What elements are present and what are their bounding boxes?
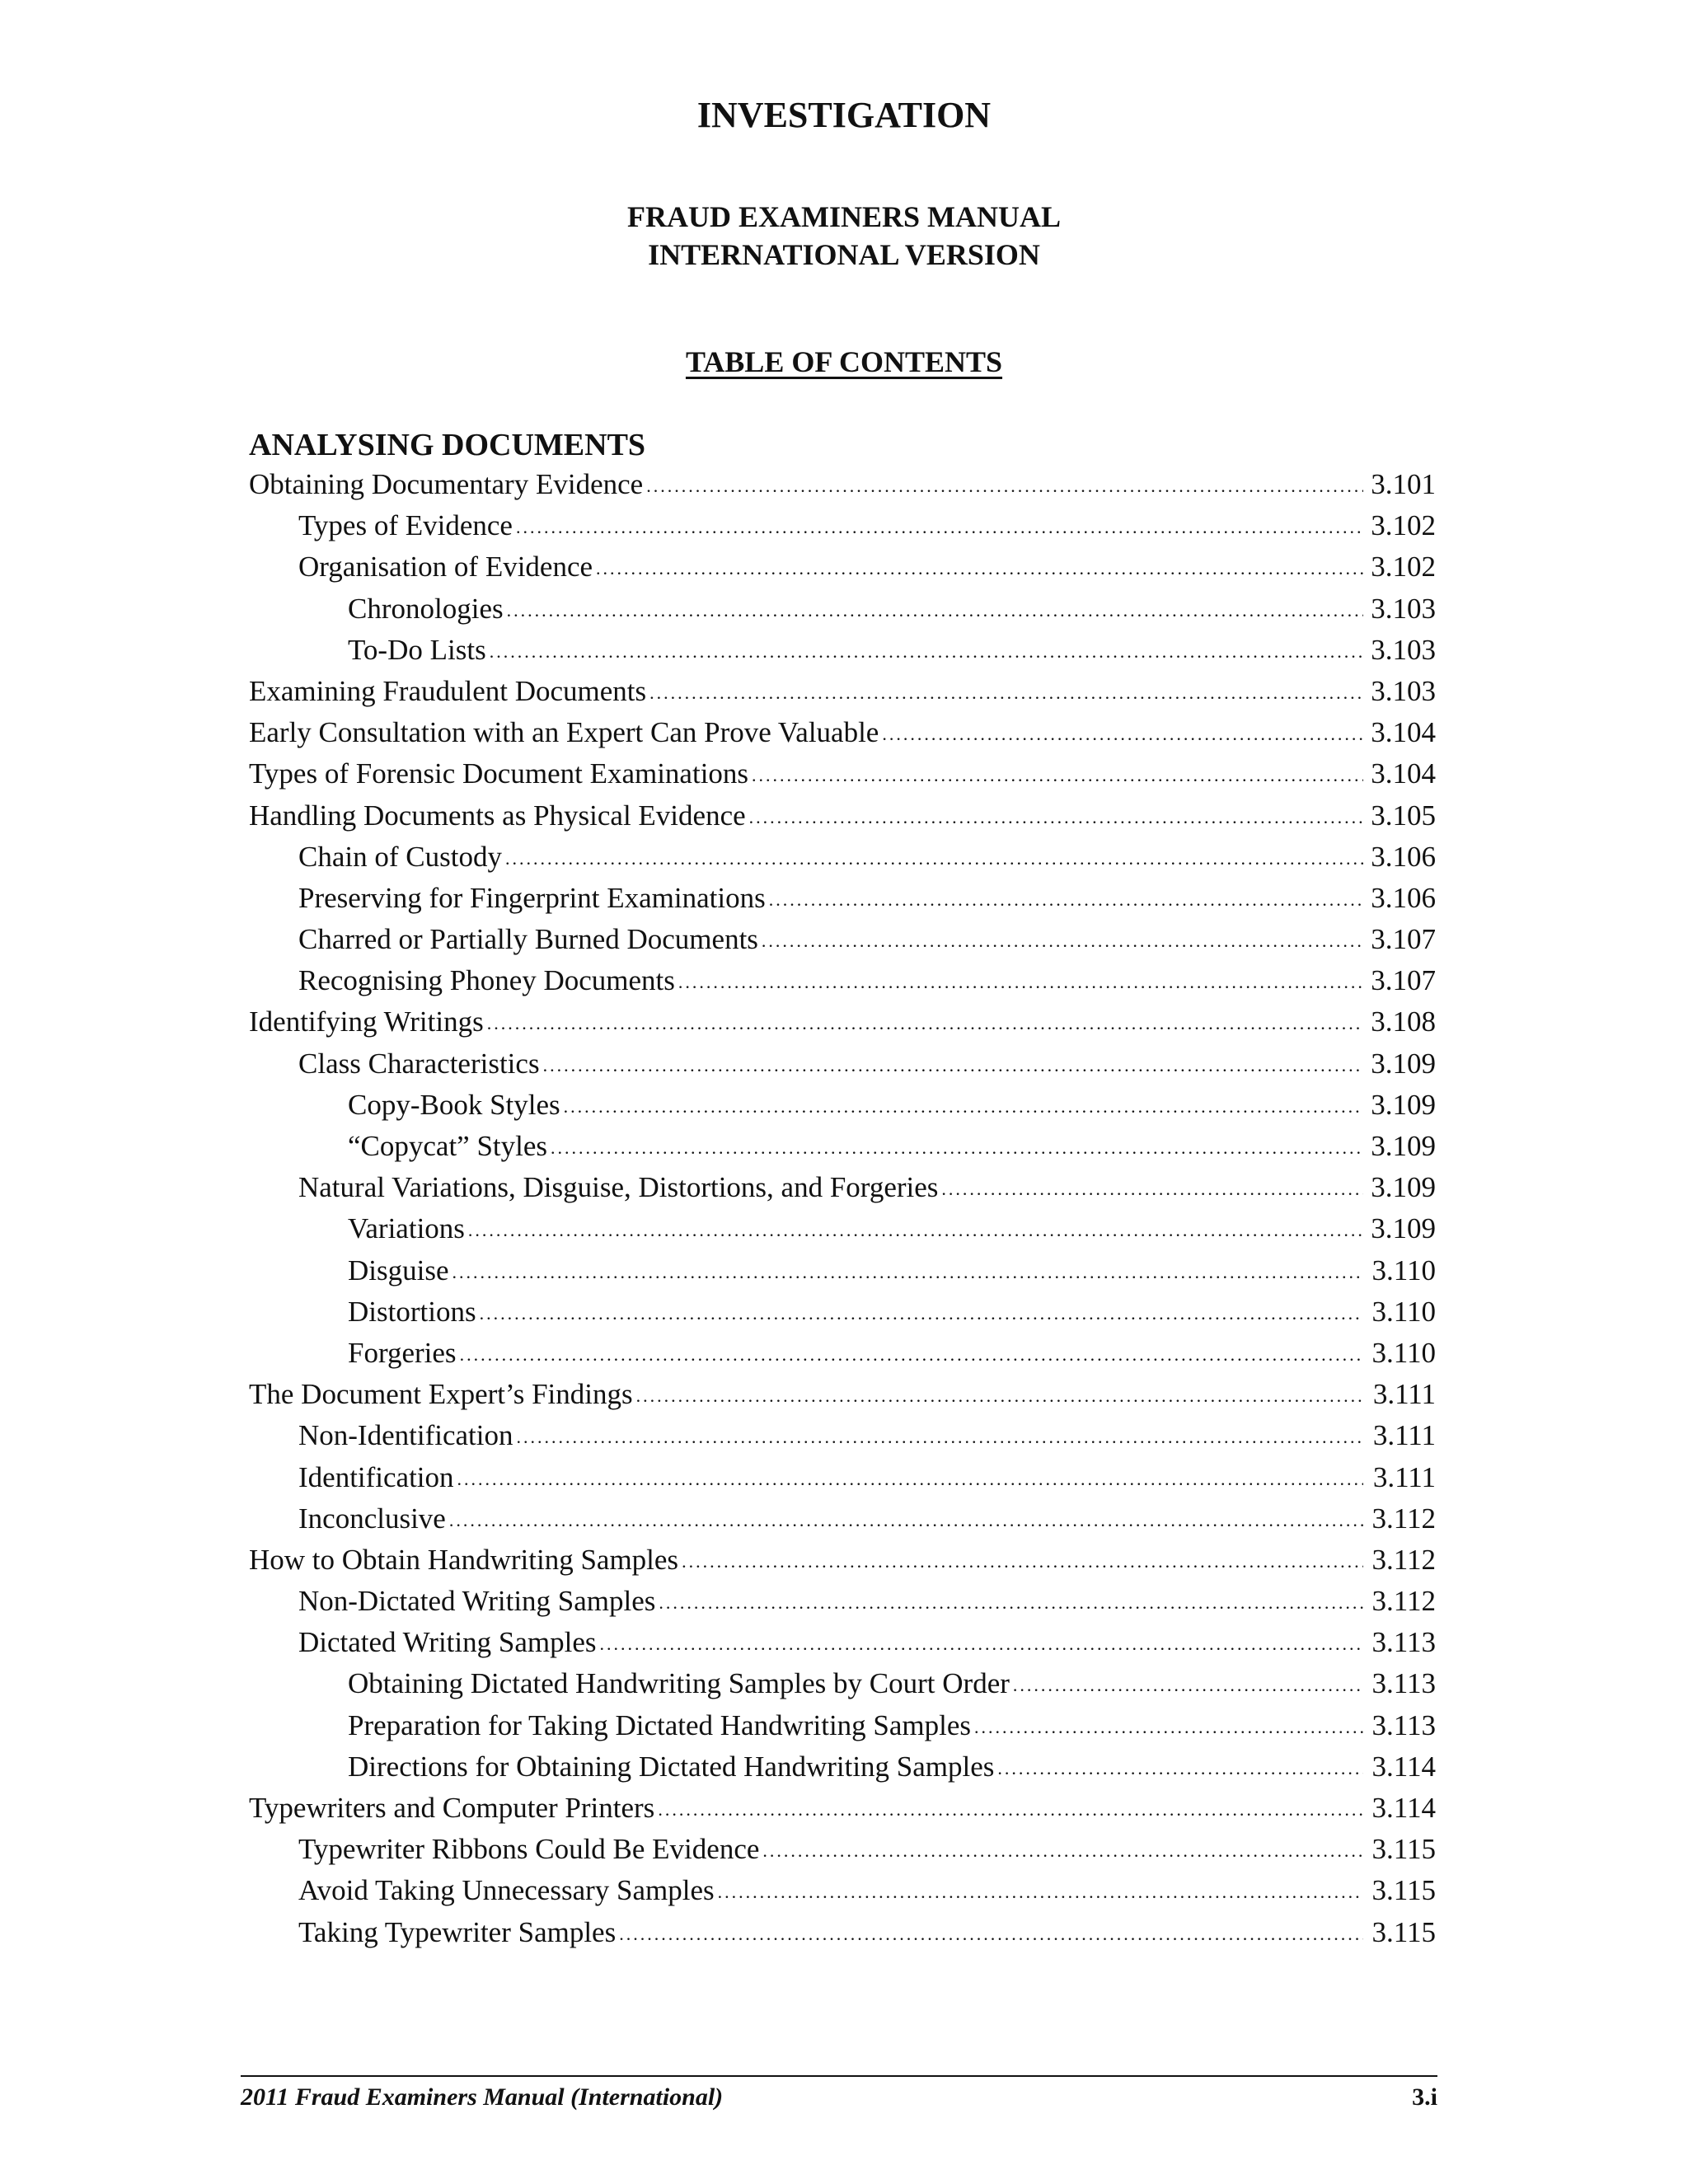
section-title: INVESTIGATION <box>696 95 992 135</box>
toc-dot-leader <box>941 1169 1363 1202</box>
toc-entry-title: Copy-Book Styles <box>348 1088 560 1121</box>
toc-dot-leader <box>882 715 1363 748</box>
toc-entry <box>249 923 1436 964</box>
toc-dot-leader <box>718 1872 1363 1905</box>
toc-entry <box>249 1212 1436 1254</box>
toc-entry-page: 3.110 <box>1372 1254 1436 1286</box>
toc-dot-leader <box>769 880 1363 913</box>
toc-entry-page: 3.109 <box>1371 1171 1436 1204</box>
toc-entry-page: 3.103 <box>1371 592 1436 625</box>
toc-entry-title: Identifying Writings <box>249 1005 484 1038</box>
toc-entry-title: Charred or Partially Burned Documents <box>298 923 758 956</box>
toc-entry <box>249 799 1436 841</box>
toc-entry-title: Dictated Writing Samples <box>298 1626 597 1659</box>
toc-entry-page: 3.101 <box>1371 468 1436 500</box>
toc-entry-page: 3.112 <box>1372 1585 1436 1618</box>
toc-entry-title: Taking Typewriter Samples <box>298 1915 617 1948</box>
toc-entry-title: Typewriter Ribbons Could Be Evidence <box>298 1833 760 1866</box>
toc-entry-title: Identification <box>298 1460 454 1493</box>
toc-entry-page: 3.109 <box>1371 1088 1436 1121</box>
toc-entry-page: 3.115 <box>1372 1833 1436 1866</box>
toc-entry <box>249 1171 1436 1212</box>
manual-title-line-2: INTERNATIONAL VERSION <box>648 238 1040 271</box>
toc-entry <box>249 1544 1436 1585</box>
toc-entry-page: 3.109 <box>1371 1212 1436 1245</box>
toc-entry-title: Types of Evidence <box>298 509 513 542</box>
toc-entry-page: 3.112 <box>1372 1502 1436 1535</box>
toc-heading: TABLE OF CONTENTS <box>685 345 1003 378</box>
toc-entry <box>249 1874 1436 1915</box>
toc-dot-leader <box>636 1376 1363 1409</box>
toc-entry-page: 3.103 <box>1371 674 1436 707</box>
toc-entry-title: Obtaining Documentary Evidence <box>249 468 644 500</box>
toc-entry-title: Typewriters and Computer Printers <box>249 1792 655 1824</box>
toc-entry <box>249 1709 1436 1750</box>
toc-entry <box>249 1461 1436 1502</box>
toc-entry-title: Class Characteristics <box>298 1047 540 1080</box>
toc-entry-page: 3.111 <box>1372 1419 1436 1452</box>
footer-title: 2011 Fraud Examiners Manual (International) <box>241 2083 724 2111</box>
footer-page-number: 3.i <box>1412 2083 1437 2111</box>
toc-dot-leader <box>564 1087 1363 1120</box>
toc-entry-title: Variations <box>348 1212 465 1245</box>
toc-dot-leader <box>452 1253 1364 1286</box>
toc-list <box>249 468 1436 1957</box>
toc-entry-title: Avoid Taking Unnecessary Samples <box>298 1874 715 1907</box>
toc-entry-page: 3.110 <box>1372 1336 1436 1369</box>
toc-entry-page: 3.106 <box>1371 840 1436 873</box>
toc-entry-page: 3.111 <box>1372 1460 1436 1493</box>
toc-entry <box>249 757 1436 799</box>
toc-dot-leader <box>649 673 1363 706</box>
toc-entry-title: The Document Expert’s Findings <box>249 1378 633 1411</box>
toc-entry <box>249 882 1436 923</box>
toc-entry-page: 3.113 <box>1372 1708 1436 1741</box>
toc-entry-title: Recognising Phoney Documents <box>298 964 675 997</box>
toc-entry-page: 3.114 <box>1372 1750 1436 1783</box>
toc-dot-leader <box>1013 1666 1363 1699</box>
toc-entry-page: 3.115 <box>1372 1915 1436 1948</box>
toc-entry <box>249 634 1436 675</box>
toc-dot-leader <box>516 508 1363 541</box>
toc-entry-title: Directions for Obtaining Dictated Handwriting Samples <box>348 1750 995 1783</box>
toc-entry-title: “Copycat” Styles <box>348 1130 548 1162</box>
manual-title <box>0 198 1688 274</box>
toc-dot-leader <box>460 1335 1363 1368</box>
toc-entry <box>249 1502 1436 1544</box>
toc-dot-leader <box>749 798 1363 831</box>
toc-dot-leader <box>487 1004 1363 1037</box>
toc-dot-leader <box>507 591 1363 624</box>
toc-dot-leader <box>543 1046 1363 1079</box>
toc-entry-page: 3.102 <box>1371 551 1436 583</box>
toc-entry-title: Obtaining Dictated Handwriting Samples by Court Order <box>348 1667 1010 1700</box>
toc-entry <box>249 841 1436 882</box>
toc-entry <box>249 964 1436 1005</box>
toc-entry <box>249 1337 1436 1378</box>
toc-entry-page: 3.107 <box>1371 923 1436 956</box>
toc-entry-title: Natural Variations, Disguise, Distortions, and Forgeries <box>298 1171 939 1204</box>
toc-entry <box>249 1750 1436 1792</box>
toc-entry-title: Organisation of Evidence <box>298 551 593 583</box>
toc-entry-title: Non-Identification <box>298 1419 513 1452</box>
toc-dot-leader <box>658 1790 1363 1823</box>
toc-entry <box>249 1089 1436 1130</box>
toc-entry-page: 3.105 <box>1371 799 1436 832</box>
toc-entry-page: 3.113 <box>1372 1626 1436 1659</box>
toc-dot-leader <box>505 839 1363 872</box>
toc-entry-title: Non-Dictated Writing Samples <box>298 1585 656 1618</box>
toc-entry-title: Handling Documents as Physical Evidence <box>249 799 746 832</box>
toc-entry-page: 3.103 <box>1371 633 1436 666</box>
toc-entry-title: Forgeries <box>348 1336 457 1369</box>
toc-dot-leader <box>762 921 1363 954</box>
toc-dot-leader <box>480 1294 1363 1327</box>
toc-entry-page: 3.115 <box>1372 1874 1436 1907</box>
manual-title-line-1: FRAUD EXAMINERS MANUAL <box>627 200 1061 233</box>
toc-entry <box>249 1047 1436 1089</box>
toc-dot-leader <box>490 632 1363 665</box>
toc-dot-leader <box>682 1542 1363 1575</box>
toc-entry-title: Disguise <box>348 1254 449 1286</box>
toc-entry <box>249 1833 1436 1874</box>
footer-divider <box>241 2075 1437 2077</box>
toc-entry-page: 3.107 <box>1371 964 1436 997</box>
toc-entry-page: 3.102 <box>1371 509 1436 542</box>
toc-entry-title: Types of Forensic Document Examinations <box>249 757 749 790</box>
toc-entry-title: Preserving for Fingerprint Examinations <box>298 881 766 914</box>
toc-entry <box>249 716 1436 757</box>
toc-entry <box>249 593 1436 634</box>
toc-entry <box>249 1916 1436 1957</box>
toc-entry-page: 3.109 <box>1371 1130 1436 1162</box>
toc-dot-leader <box>516 1418 1363 1451</box>
toc-dot-leader <box>762 1831 1363 1864</box>
toc-dot-leader <box>997 1749 1363 1782</box>
toc-entry <box>249 1378 1436 1419</box>
toc-entry-page: 3.112 <box>1372 1543 1436 1576</box>
toc-entry <box>249 1005 1436 1047</box>
toc-dot-leader <box>449 1501 1363 1534</box>
toc-dot-leader <box>599 1624 1363 1657</box>
toc-entry <box>249 468 1436 509</box>
toc-dot-leader <box>468 1211 1363 1244</box>
toc-entry <box>249 1585 1436 1626</box>
toc-dot-leader <box>646 466 1363 499</box>
toc-entry <box>249 1296 1436 1337</box>
toc-entry-page: 3.108 <box>1371 1005 1436 1038</box>
toc-entry-title: Distortions <box>348 1295 476 1328</box>
toc-dot-leader <box>619 1915 1363 1947</box>
toc-entry-page: 3.104 <box>1371 716 1436 749</box>
toc-entry-page: 3.104 <box>1371 757 1436 790</box>
toc-dot-leader <box>659 1583 1363 1616</box>
toc-dot-leader <box>457 1460 1363 1493</box>
toc-entry-page: 3.110 <box>1372 1295 1436 1328</box>
toc-entry-title: Chronologies <box>348 592 504 625</box>
toc-entry <box>249 1667 1436 1708</box>
toc-dot-leader <box>678 963 1363 996</box>
toc-entry <box>249 1254 1436 1296</box>
chapter-heading: ANALYSING DOCUMENTS <box>249 428 646 462</box>
toc-entry <box>249 1626 1436 1667</box>
toc-entry <box>249 551 1436 592</box>
toc-entry <box>249 1792 1436 1833</box>
toc-entry <box>249 1130 1436 1171</box>
toc-entry-page: 3.109 <box>1371 1047 1436 1080</box>
toc-entry-title: Chain of Custody <box>298 840 502 873</box>
toc-entry-page: 3.113 <box>1372 1667 1436 1700</box>
toc-entry <box>249 509 1436 551</box>
toc-dot-leader <box>551 1128 1363 1161</box>
toc-entry-page: 3.106 <box>1371 881 1436 914</box>
toc-dot-leader <box>752 756 1363 789</box>
toc-entry-title: Preparation for Taking Dictated Handwriting Samples <box>348 1708 972 1741</box>
toc-entry-title: How to Obtain Handwriting Samples <box>249 1543 679 1576</box>
toc-dot-leader <box>974 1708 1363 1741</box>
toc-entry-title: Inconclusive <box>298 1502 446 1535</box>
toc-dot-leader <box>596 549 1363 582</box>
toc-entry-title: To-Do Lists <box>348 633 486 666</box>
toc-entry-page: 3.111 <box>1372 1378 1436 1411</box>
toc-entry <box>249 1419 1436 1460</box>
toc-entry-title: Early Consultation with an Expert Can Prove Valuable <box>249 716 879 749</box>
toc-entry <box>249 675 1436 716</box>
toc-entry-title: Examining Fraudulent Documents <box>249 674 647 707</box>
toc-entry-page: 3.114 <box>1372 1792 1436 1824</box>
